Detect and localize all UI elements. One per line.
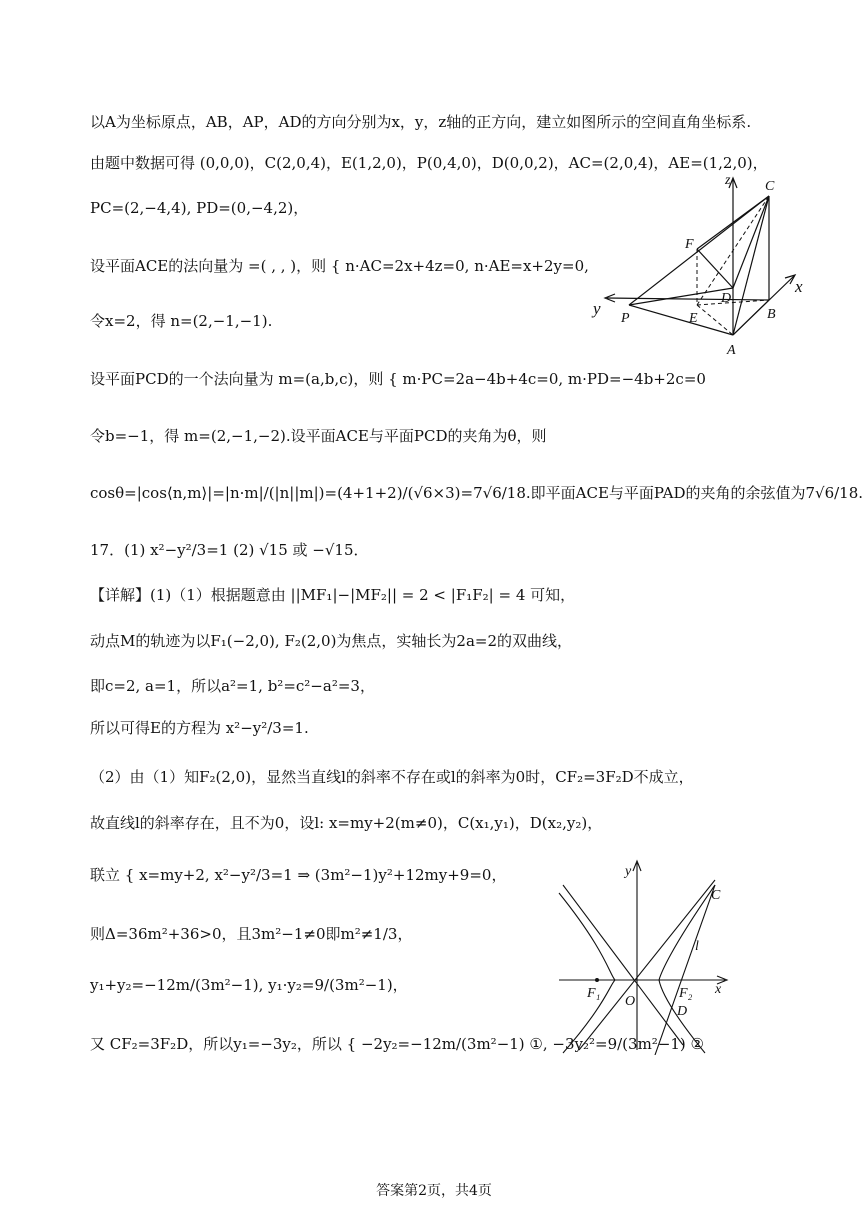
line-l: [655, 885, 715, 1055]
label-l: l: [695, 939, 699, 954]
label-D: D: [677, 1004, 688, 1019]
text-line-10: 【详解】(1)（1）根据题意由 ||MF₁|−|MF₂|| = 2 < |F₁F₂| = 4 可知，: [90, 586, 576, 604]
text-line-17: 则Δ=36m²+36>0，且3m²−1≠0即m²≠1/3，: [90, 925, 413, 943]
text-line-19: 又 CF₂=3F₂D，所以y₁=−3y₂，所以 { −2y₂=−12m/(3m²−1) ①, −3y₂²=9/(3m²−1) ②: [90, 1035, 704, 1053]
text-line-4: 设平面ACE的法向量为 =( , , )，则 { n·AC=2x+4z=0, n·AE=x+2y=0,: [90, 257, 589, 275]
label-F1: F₁: [587, 986, 601, 1001]
dashed-EA: [697, 305, 733, 335]
label-z: z: [725, 173, 731, 188]
label-F: F: [685, 237, 694, 252]
y-axis: [607, 298, 769, 300]
text-line-13: 所以可得E的方程为 x²−y²/3=1.: [90, 719, 309, 737]
text-line-18: y₁+y₂=−12m/(3m²−1), y₁·y₂=9/(3m²−1)，: [90, 976, 408, 994]
point-F1: [595, 978, 599, 982]
text-line-6: 设平面PCD的一个法向量为 m=(a,b,c)，则 { m·PC=2a−4b+4c=0, m·PD=−4b+2c=0: [90, 370, 706, 388]
text-line-1: 以A为坐标原点，AB，AP，AD的方向分别为x，y，z轴的正方向，建立如图所示的空间直角坐标系.: [90, 113, 752, 131]
text-line-7: 令b=−1，得 m=(2,−1,−2).设平面ACE与平面PCD的夹角为θ，则: [90, 427, 547, 445]
label-x: x: [795, 277, 803, 296]
edge-PA: [629, 305, 733, 335]
text-line-3: PC=(2,−4,4), PD=(0,−4,2)，: [90, 199, 309, 217]
label-y: y: [593, 299, 601, 318]
text-line-16: 联立 { x=my+2, x²−y²/3=1 ⇒ (3m²−1)y²+12my+9=0，: [90, 866, 507, 884]
label-F2: F₂: [679, 986, 693, 1001]
label-E: E: [689, 311, 698, 326]
asymptote-2: [579, 880, 715, 1050]
label-O: O: [625, 994, 636, 1009]
text-line-9: 17．(1) x²−y²/3=1 (2) √15 或 −√15．: [90, 541, 369, 559]
label-y: y: [625, 864, 632, 879]
text-line-15: 故直线l的斜率存在，且不为0，设l: x=my+2(m≠0)，C(x₁,y₁)，D(x₂,y₂)，: [90, 814, 603, 832]
label-C: C: [765, 179, 775, 194]
edge-PD: [629, 288, 733, 305]
label-D: D: [721, 291, 732, 306]
text-line-11: 动点M的轨迹为以F₁(−2,0), F₂(2,0)为焦点，实轴长为2a=2的双曲线，: [90, 632, 573, 650]
label-B: B: [767, 307, 776, 322]
page-footer: 答案第2页，共4页: [376, 1183, 492, 1199]
hyperbola-figure: [555, 855, 735, 1055]
edge-AB: [733, 300, 769, 335]
label-x: x: [715, 982, 722, 997]
text-line-5: 令x=2，得 n=(2,−1,−1).: [90, 312, 273, 330]
text-line-8: cosθ=|cos⟨n,m⟩|=|n·m|/(|n||m|)=(4+1+2)/(√6×3)=7√6/18.即平面ACE与平面PAD的夹角的余弦值为7√6/18.: [90, 484, 864, 502]
text-line-12: 即c=2, a=1，所以a²=1, b²=c²−a²=3，: [90, 677, 375, 695]
pyramid-figure: [585, 170, 815, 360]
text-line-14: （2）由（1）知F₂(2,0)，显然当直线l的斜率不存在或l的斜率为0时，CF₂=3F₂D不成立，: [90, 768, 694, 786]
label-A: A: [727, 343, 736, 358]
label-P: P: [621, 311, 630, 326]
edge-AC: [733, 196, 769, 335]
label-C: C: [711, 888, 721, 903]
text-line-2: 由题中数据可得 (0,0,0)，C(2,0,4)，E(1,2,0)，P(0,4,0)，D(0,0,2)，AC=(2,0,4)，AE=(1,2,0)，: [90, 154, 768, 172]
edge-FD: [697, 249, 733, 288]
